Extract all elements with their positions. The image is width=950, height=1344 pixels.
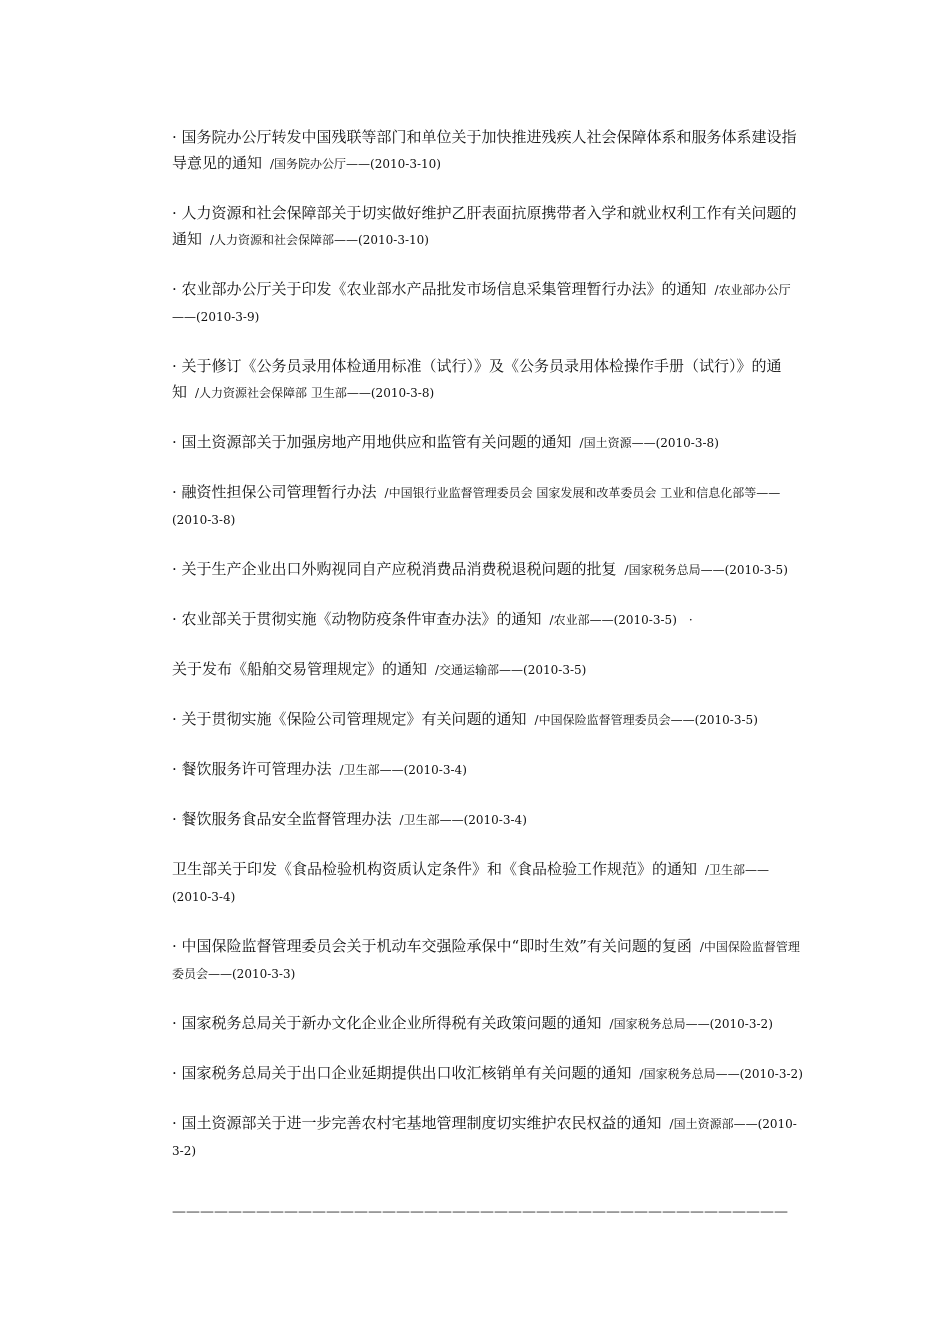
notice-source: /农业部办公厅——(2010-3-9) [172,283,791,324]
notice-item[interactable] [172,756,808,783]
notice-item[interactable] [172,856,808,910]
notice-item[interactable] [172,706,808,733]
notice-title[interactable]: · 人力资源和社会保障部关于切实做好维护乙肝表面抗原携带者入学和就业权利工作有关问题的通知 [172,204,797,248]
notice-title[interactable]: 关于发布《船舶交易管理规定》的通知 [172,660,428,678]
notice-source: /人力资源和社会保障部——(2010-3-10) [210,233,429,247]
notice-item[interactable] [172,806,808,833]
notice-title[interactable]: · 餐饮服务食品安全监督管理办法 [172,810,392,828]
notice-source: /国家税务总局——(2010-3-5) [624,563,788,577]
notice-item[interactable] [172,479,808,533]
notice-source: /卫生部——(2010-3-4) [399,813,527,827]
notice-title[interactable]: · 关于贯彻实施《保险公司管理规定》有关问题的通知 [172,710,527,728]
notice-source: /中国保险监督管理委员会——(2010-3-5) [534,713,758,727]
divider-line: ———————————————————————————————————————————— [172,1204,788,1220]
notice-item[interactable] [172,1060,808,1087]
notice-item[interactable] [172,556,808,583]
notice-title[interactable]: · 农业部办公厅关于印发《农业部水产品批发市场信息采集管理暂行办法》的通知 [172,280,707,298]
notice-source: /人力资源社会保障部 卫生部——(2010-3-8) [195,386,435,400]
notice-item[interactable] [172,656,808,683]
notice-title[interactable]: · 关于修订《公务员录用体检通用标准（试行）》及《公务员录用体检操作手册（试行）》的通知 [172,357,782,401]
notice-item[interactable] [172,933,808,987]
notice-item[interactable] [172,429,808,456]
notice-source: /国务院办公厅——(2010-3-10) [270,157,441,171]
notice-title[interactable]: · 国务院办公厅转发中国残联等部门和单位关于加快推进残疾人社会保障体系和服务体系建设指导意见的通知 [172,128,797,172]
notice-source: /交通运输部——(2010-3-5) [435,663,587,677]
notice-title[interactable]: · 国土资源部关于进一步完善农村宅基地管理制度切实维护农民权益的通知 [172,1114,662,1132]
notice-source: /中国银行业监督管理委员会 国家发展和改革委员会 工业和信息化部等——(2010-3-8) [172,486,781,527]
notice-title[interactable]: 卫生部关于印发《食品检验机构资质认定条件》和《食品检验工作规范》的通知 [172,860,698,878]
notice-item[interactable] [172,124,808,177]
notice-source: /农业部——(2010-3-5) · [549,613,693,627]
notice-item[interactable] [172,606,808,633]
notice-item[interactable] [172,1010,808,1037]
notice-source: /国土资源部——(2010-3-2) [172,1117,797,1158]
notice-title[interactable]: · 中国保险监督管理委员会关于机动车交强险承保中“即时生效”有关问题的复函 [172,937,692,955]
notice-title[interactable]: · 国家税务总局关于出口企业延期提供出口收汇核销单有关问题的通知 [172,1064,632,1082]
notice-list [172,124,808,1187]
notice-source: /国家税务总局——(2010-3-2) [609,1017,773,1031]
notice-title[interactable]: · 农业部关于贯彻实施《动物防疫条件审查办法》的通知 [172,610,542,628]
notice-title[interactable]: · 融资性担保公司管理暂行办法 [172,483,377,501]
notice-title[interactable]: · 国家税务总局关于新办文化企业企业所得税有关政策问题的通知 [172,1014,602,1032]
notice-source: /国土资源——(2010-3-8) [579,436,719,450]
notice-source: /国家税务总局——(2010-3-2) [639,1067,803,1081]
notice-title[interactable]: · 国土资源部关于加强房地产用地供应和监管有关问题的通知 [172,433,572,451]
notice-item[interactable] [172,200,808,253]
notice-title[interactable]: · 关于生产企业出口外购视同自产应税消费品消费税退税问题的批复 [172,560,617,578]
notice-source: /卫生部——(2010-3-4) [339,763,467,777]
notice-item[interactable] [172,1110,808,1164]
notice-title[interactable]: · 餐饮服务许可管理办法 [172,760,332,778]
notice-item[interactable] [172,353,808,406]
notice-source: /卫生部——(2010-3-4) [172,863,770,904]
notice-source: /中国保险监督管理委员会——(2010-3-3) [172,940,800,981]
notice-item[interactable] [172,276,808,330]
